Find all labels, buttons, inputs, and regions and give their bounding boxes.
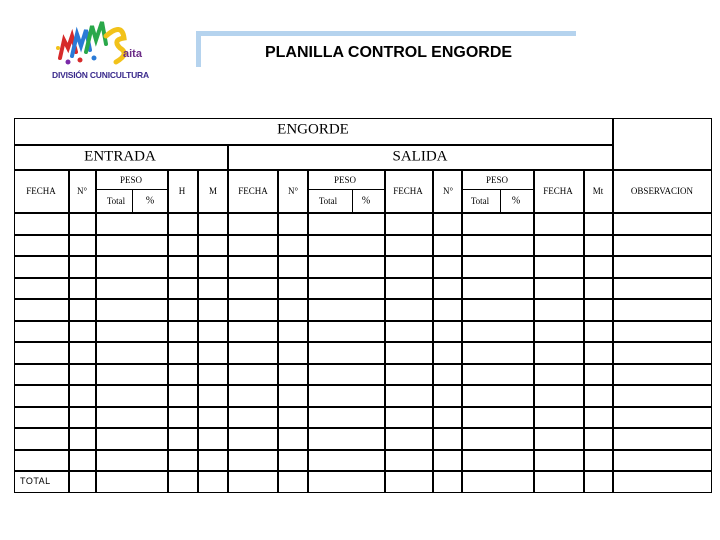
table-row-cell <box>14 407 69 428</box>
table-row-cell <box>584 450 613 471</box>
table-row-cell <box>613 407 712 428</box>
table-row-cell <box>278 278 308 299</box>
table-row-cell <box>69 278 96 299</box>
table-row-cell <box>584 342 613 364</box>
table-row-cell <box>96 256 168 278</box>
table-row-cell <box>69 407 96 428</box>
table-row-cell <box>96 213 168 235</box>
table-row-cell <box>14 342 69 364</box>
table-row-cell <box>462 321 534 342</box>
total-row-cell <box>534 471 584 493</box>
table-row-cell <box>433 364 462 385</box>
table-row-cell <box>96 407 168 428</box>
table-row-cell <box>228 278 278 299</box>
logo-division: DIVISIÓN CUNICULTURA <box>52 70 149 80</box>
col-observacion: OBSERVACION <box>630 186 694 196</box>
table-row-cell <box>613 278 712 299</box>
col-numero-salida-1: N° <box>287 186 299 196</box>
table-row-cell <box>168 256 198 278</box>
table-row-cell <box>462 385 534 407</box>
table-row-cell <box>534 407 584 428</box>
header-entrada: ENTRADA <box>84 148 156 165</box>
table-row-cell <box>228 407 278 428</box>
table-row-cell <box>534 385 584 407</box>
table-row-cell <box>613 256 712 278</box>
table-row-cell <box>584 364 613 385</box>
table-row-cell <box>198 278 228 299</box>
total-row-cell <box>584 471 613 493</box>
table-row-cell <box>228 364 278 385</box>
table-row-cell <box>228 342 278 364</box>
table-row-cell <box>96 428 168 450</box>
table-row-cell <box>198 235 228 256</box>
table-row-cell <box>584 299 613 321</box>
col-h: H <box>178 186 186 196</box>
table-row-cell <box>278 385 308 407</box>
table-row-cell <box>228 235 278 256</box>
table-row-cell <box>385 278 433 299</box>
table-row-cell <box>534 256 584 278</box>
table-row-cell <box>228 385 278 407</box>
table-row-cell <box>198 407 228 428</box>
table-row-cell <box>168 299 198 321</box>
col-peso-entrada: PESO <box>119 175 143 185</box>
table-row-cell <box>228 450 278 471</box>
table-row-cell <box>433 299 462 321</box>
table-row-cell <box>198 428 228 450</box>
table-row-cell <box>584 385 613 407</box>
table-row-cell <box>278 428 308 450</box>
table-row-cell <box>278 407 308 428</box>
table-row-cell <box>613 299 712 321</box>
table-row-cell <box>433 342 462 364</box>
table-row-cell <box>96 450 168 471</box>
col-fecha-salida-1: FECHA <box>238 186 268 196</box>
table-row-cell <box>69 342 96 364</box>
table-row-cell <box>462 428 534 450</box>
table-row-cell <box>228 321 278 342</box>
table-row-cell <box>433 278 462 299</box>
table-row-cell <box>14 278 69 299</box>
total-row-cell <box>198 471 228 493</box>
table-row-cell <box>385 235 433 256</box>
table-row-cell <box>278 299 308 321</box>
table-row-cell <box>534 321 584 342</box>
table-row-cell <box>584 428 613 450</box>
table-row-cell <box>96 321 168 342</box>
table-row-cell <box>308 342 385 364</box>
table-row-cell <box>308 278 385 299</box>
table-row-cell <box>462 235 534 256</box>
table-row-cell <box>69 428 96 450</box>
table-row-cell <box>385 299 433 321</box>
table-row-cell <box>198 364 228 385</box>
peso-subcol-divider <box>132 189 133 213</box>
col-mt: Mt <box>592 186 604 196</box>
table-row-cell <box>613 450 712 471</box>
table-row-cell <box>433 450 462 471</box>
total-row-cell <box>168 471 198 493</box>
table-row-cell <box>584 235 613 256</box>
table-row-cell <box>228 256 278 278</box>
table-row-cell <box>613 364 712 385</box>
table-row-cell <box>14 385 69 407</box>
table-row-cell <box>14 428 69 450</box>
table-row-cell <box>534 428 584 450</box>
table-row-cell <box>14 235 69 256</box>
header-engorde: ENGORDE <box>277 121 349 138</box>
table-row-cell <box>308 321 385 342</box>
total-row-label: TOTAL <box>20 476 51 486</box>
table-row-cell <box>308 213 385 235</box>
table-row-cell <box>168 428 198 450</box>
table-row-cell <box>308 299 385 321</box>
table-row-cell <box>278 235 308 256</box>
table-row-cell <box>584 256 613 278</box>
table-row-cell <box>534 235 584 256</box>
table-row-cell <box>96 385 168 407</box>
table-row-cell <box>168 342 198 364</box>
table-row-cell <box>462 364 534 385</box>
table-row-cell <box>534 278 584 299</box>
table-row-cell <box>613 321 712 342</box>
table-row-cell <box>198 450 228 471</box>
table-row-cell <box>613 342 712 364</box>
table-row-cell <box>168 235 198 256</box>
table-row-cell <box>613 385 712 407</box>
table-row-cell <box>69 385 96 407</box>
col-percent-salida-2: % <box>511 195 521 207</box>
col-peso-salida-1: PESO <box>333 175 357 185</box>
total-row-cell <box>96 471 168 493</box>
table-row-cell <box>462 450 534 471</box>
table-row-cell <box>584 407 613 428</box>
table-row-cell <box>584 321 613 342</box>
col-total-salida-2: Total <box>470 196 490 206</box>
total-row-cell <box>278 471 308 493</box>
table-row-cell <box>534 213 584 235</box>
table-row-cell <box>433 321 462 342</box>
table-row-cell <box>613 235 712 256</box>
col-numero-entrada: N° <box>76 186 88 196</box>
table-row-cell <box>462 407 534 428</box>
col-m: M <box>208 186 218 196</box>
table-row-cell <box>278 450 308 471</box>
table-row-cell <box>198 256 228 278</box>
peso-subcol-divider <box>500 189 501 213</box>
table-row-cell <box>385 385 433 407</box>
table-row-cell <box>198 342 228 364</box>
table-row-cell <box>534 299 584 321</box>
table-row-cell <box>69 364 96 385</box>
header-blank-cell <box>613 118 712 170</box>
total-row-cell <box>613 471 712 493</box>
logo-brand: aita <box>123 48 142 60</box>
total-row-cell <box>308 471 385 493</box>
table-row-cell <box>278 321 308 342</box>
table-row-cell <box>385 450 433 471</box>
col-percent-entrada: % <box>145 195 155 207</box>
table-row-cell <box>96 364 168 385</box>
table-row-cell <box>96 299 168 321</box>
table-row-cell <box>69 235 96 256</box>
table-row-cell <box>308 428 385 450</box>
table-row-cell <box>96 342 168 364</box>
table-row-cell <box>14 299 69 321</box>
table-row-cell <box>198 385 228 407</box>
table-row-cell <box>198 321 228 342</box>
page-title: PLANILLA CONTROL ENGORDE <box>264 44 513 61</box>
peso-subcol-divider <box>352 189 353 213</box>
table-row-cell <box>228 299 278 321</box>
table-row-cell <box>462 213 534 235</box>
table-row-cell <box>462 256 534 278</box>
col-peso-salida-2: PESO <box>485 175 509 185</box>
table-row-cell <box>69 450 96 471</box>
col-percent-salida-1: % <box>361 195 371 207</box>
table-row-cell <box>278 256 308 278</box>
table-row-cell <box>14 213 69 235</box>
table-row-cell <box>96 278 168 299</box>
table-row-cell <box>14 364 69 385</box>
table-row-cell <box>308 407 385 428</box>
table-row-cell <box>385 256 433 278</box>
total-row-cell <box>462 471 534 493</box>
table-row-cell <box>462 278 534 299</box>
table-row-cell <box>433 235 462 256</box>
table-row-cell <box>433 385 462 407</box>
table-row-cell <box>534 450 584 471</box>
table-row-cell <box>308 450 385 471</box>
total-row-cell <box>228 471 278 493</box>
total-row-cell <box>385 471 433 493</box>
table-row-cell <box>168 450 198 471</box>
total-row-cell <box>69 471 96 493</box>
col-numero-salida-2: N° <box>442 186 454 196</box>
table-row-cell <box>14 450 69 471</box>
table-row-cell <box>308 256 385 278</box>
table-row-cell <box>433 256 462 278</box>
table-row-cell <box>278 364 308 385</box>
table-row-cell <box>385 407 433 428</box>
total-row-cell <box>433 471 462 493</box>
table-row-cell <box>14 256 69 278</box>
table-row-cell <box>198 299 228 321</box>
table-row-cell <box>584 213 613 235</box>
table-row-cell <box>462 299 534 321</box>
col-total-salida-1: Total <box>318 196 338 206</box>
table-row-cell <box>278 342 308 364</box>
table-row-cell <box>385 321 433 342</box>
table-row-cell <box>168 364 198 385</box>
table-row-cell <box>433 407 462 428</box>
table-row-cell <box>433 428 462 450</box>
table-row-cell <box>198 213 228 235</box>
col-total-entrada: Total <box>106 196 126 206</box>
table-row-cell <box>534 364 584 385</box>
col-fecha-salida-2: FECHA <box>393 186 423 196</box>
table-row-cell <box>69 213 96 235</box>
table-row-cell <box>168 385 198 407</box>
table-row-cell <box>228 213 278 235</box>
table-row-cell <box>14 321 69 342</box>
table-row-cell <box>385 428 433 450</box>
col-fecha-salida-3: FECHA <box>543 186 573 196</box>
table-row-cell <box>308 385 385 407</box>
table-row-cell <box>69 299 96 321</box>
table-row-cell <box>69 321 96 342</box>
table-row-cell <box>69 256 96 278</box>
col-fecha-entrada: FECHA <box>26 186 56 196</box>
table-row-cell <box>433 213 462 235</box>
header-salida: SALIDA <box>392 148 448 165</box>
table-row-cell <box>462 342 534 364</box>
table-row-cell <box>96 235 168 256</box>
table-row-cell <box>228 428 278 450</box>
table-row-cell <box>308 235 385 256</box>
table-row-cell <box>385 213 433 235</box>
table-row-cell <box>613 213 712 235</box>
table-row-cell <box>385 364 433 385</box>
table-row-cell <box>168 407 198 428</box>
table-row-cell <box>168 278 198 299</box>
table-row-cell <box>168 321 198 342</box>
table-row-cell <box>613 428 712 450</box>
table-row-cell <box>168 213 198 235</box>
table-row-cell <box>385 342 433 364</box>
table-row-cell <box>278 213 308 235</box>
table-row-cell <box>308 364 385 385</box>
table-row-cell <box>584 278 613 299</box>
table-row-cell <box>534 342 584 364</box>
